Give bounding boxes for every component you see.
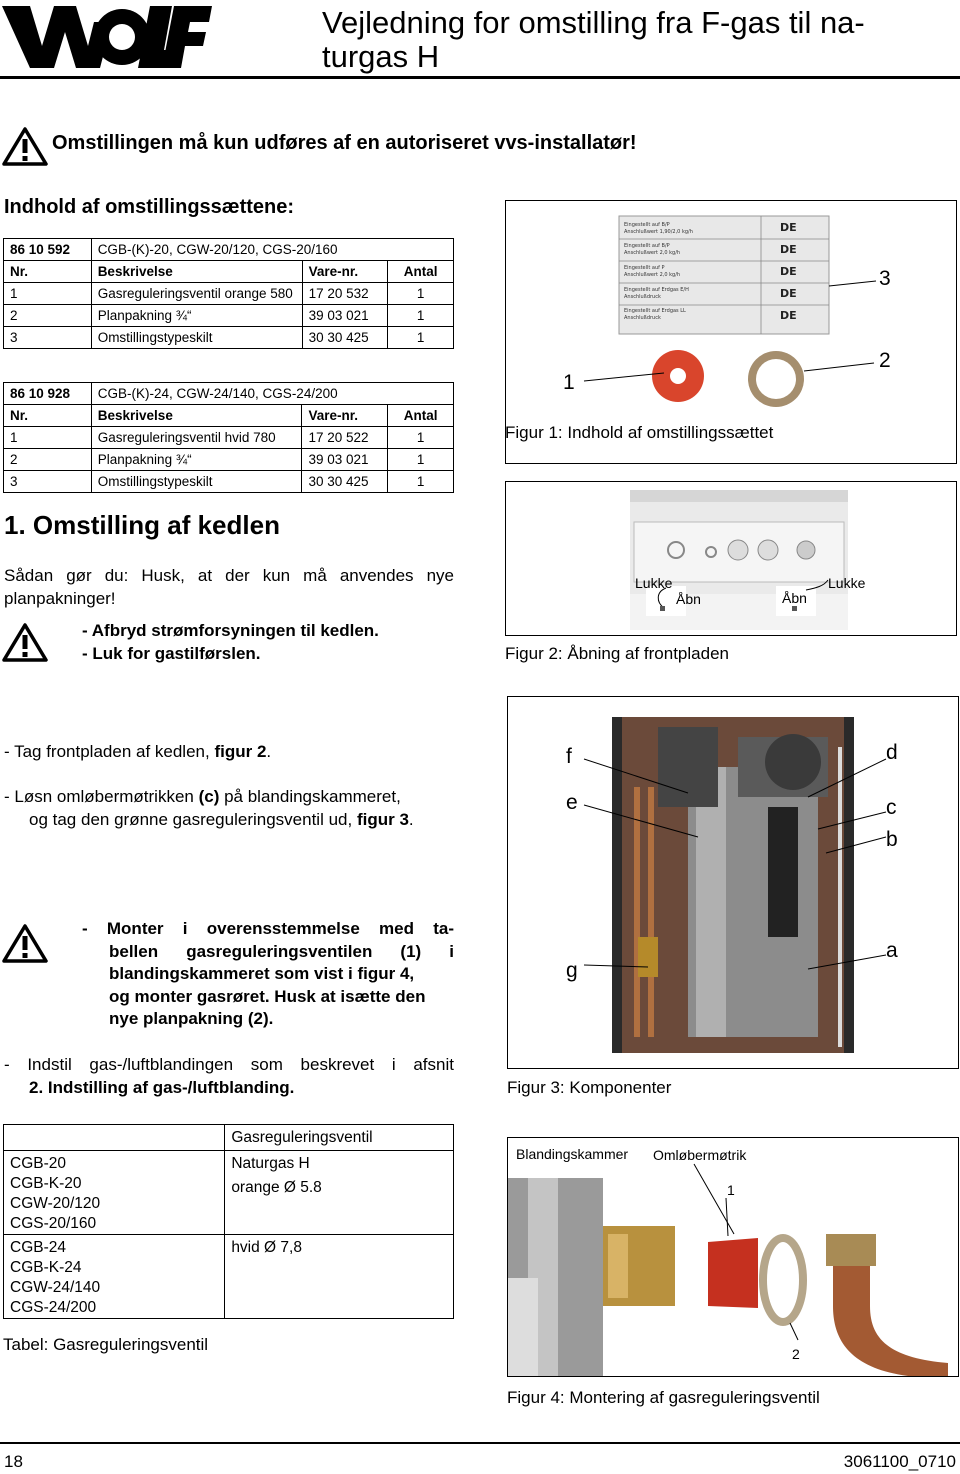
label-lukke-left: Lukke xyxy=(635,575,673,591)
valve-value-2 xyxy=(225,1235,454,1319)
valve-size: orange Ø 5.8 xyxy=(231,1179,322,1196)
cell: Omstillingstypeskilt xyxy=(91,471,302,493)
orange-valve-icon xyxy=(708,1238,758,1308)
figure-4-caption: Figur 4: Montering af gasreguleringsventil xyxy=(507,1388,820,1407)
fig1-label-1: 1 xyxy=(563,371,575,394)
table-header-row xyxy=(4,405,454,427)
cell: 2 xyxy=(4,449,92,471)
figure-3-caption: Figur 3: Komponenter xyxy=(507,1078,672,1097)
footer-rule xyxy=(0,1442,960,1444)
header-rule xyxy=(0,76,960,79)
label-2: 2 xyxy=(792,1346,800,1362)
gas-valve-table-caption: Tabel: Gasreguleringsventil xyxy=(3,1335,209,1354)
parts-table-1 xyxy=(3,238,454,349)
fig3-label-a: a xyxy=(886,939,898,962)
kit-heading: Indhold af omstillingssættene: xyxy=(4,196,295,218)
warning-mount-valve xyxy=(82,918,454,1031)
fig3-label-c: c xyxy=(886,796,897,819)
figure-2 xyxy=(505,481,957,636)
fig3-label-b: b xyxy=(886,828,898,851)
cell: Gasreguleringsventil orange 580 xyxy=(91,283,302,305)
label-omloebermoetrik: Omløbermøtrik xyxy=(653,1147,747,1163)
plate-text: Eingestellt auf P xyxy=(624,265,665,271)
cell: 17 20 522 xyxy=(302,427,388,449)
page-number: 18 xyxy=(4,1452,23,1471)
step-loosen-nut xyxy=(4,786,401,809)
step-adjust-mixture: - Indstil gas-/luftblandingen som beskrevet i afsnit xyxy=(4,1055,454,1074)
plate-text: Anschlußwert 2,0 kg/h xyxy=(624,250,681,256)
figure-ref: figur 3 xyxy=(356,810,409,829)
fig1-label-2: 2 xyxy=(879,349,891,372)
component-ref: (c) xyxy=(198,787,220,806)
col-header: Vare-nr. xyxy=(302,405,388,427)
step-loosen-nut-cont xyxy=(29,809,414,832)
model-group-2 xyxy=(4,1235,225,1319)
cell: 2 xyxy=(4,305,92,327)
table-row xyxy=(4,327,454,349)
model: CGS-20/160 xyxy=(10,1215,97,1232)
empty-cell xyxy=(4,1125,225,1151)
figure-1-caption: Figur 1: Indhold af omstillingssættet xyxy=(505,423,774,442)
title-line-1: Vejledning for omstilling fra F-gas til na- xyxy=(322,5,865,40)
col-header: Nr. xyxy=(4,261,92,283)
cell: Planpakning ¾“ xyxy=(91,305,302,327)
figure-2-caption: Figur 2: Åbning af frontpladen xyxy=(505,644,729,663)
cell: 30 30 425 xyxy=(302,327,388,349)
valve-value-1 xyxy=(225,1151,454,1235)
label-aabn-right: Åbn xyxy=(782,590,807,606)
label-blandingskammer: Blandingskammer xyxy=(516,1146,629,1162)
figure-4 xyxy=(507,1137,959,1377)
cell: 3 xyxy=(4,327,92,349)
plate-code: DE xyxy=(780,287,797,300)
plate-code: DE xyxy=(780,309,797,322)
cell: 30 30 425 xyxy=(302,471,388,493)
fig3-label-d: d xyxy=(886,741,898,764)
table-row xyxy=(4,283,454,305)
kit-models: CGB-(K)-24, CGW-24/140, CGS-24/200 xyxy=(91,383,453,405)
model: CGB-K-24 xyxy=(10,1259,82,1276)
text: blandingskammeret som vist i figur 4, xyxy=(109,964,415,983)
cell: Gasreguleringsventil hvid 780 xyxy=(91,427,302,449)
cell: 1 xyxy=(388,471,454,493)
model: CGW-20/120 xyxy=(10,1195,101,1212)
table-row xyxy=(4,427,454,449)
plate-text: Eingestellt auf B/P xyxy=(624,243,670,249)
text: - Løsn omløbermøtrikken xyxy=(4,787,199,806)
step-close-gas: - Luk for gastilførslen. xyxy=(82,644,261,663)
text: - Monter i overensstemmelse med ta- xyxy=(82,919,454,938)
col-header: Beskrivelse xyxy=(91,261,302,283)
cell: 1 xyxy=(388,327,454,349)
kit-code: 86 10 928 xyxy=(4,383,92,405)
plate-text: Eingestellt auf Erdgas E/H xyxy=(624,287,689,293)
gas-valve-table xyxy=(3,1124,454,1319)
boiler-front-panel-illustration xyxy=(506,482,958,637)
text: og tag den grønne gasreguleringsventil ud, xyxy=(29,810,357,829)
step-remove-front-panel xyxy=(4,741,271,764)
cell: 39 03 021 xyxy=(302,305,388,327)
step-adjust-mixture-ref: 2. Indstilling af gas-/luftblanding. xyxy=(29,1078,295,1097)
plate-text: Anschlußdruck xyxy=(624,294,661,300)
figure-ref: figur 2 xyxy=(214,742,267,761)
table-header-row xyxy=(4,261,454,283)
plate-code: DE xyxy=(780,221,797,234)
col-header: Vare-nr. xyxy=(302,261,388,283)
plate-text: Anschlußdruck xyxy=(624,315,661,321)
table-row xyxy=(4,239,454,261)
model: CGB-K-20 xyxy=(10,1175,82,1192)
cell: 1 xyxy=(4,283,92,305)
figure-3 xyxy=(507,696,959,1069)
cell: 1 xyxy=(388,283,454,305)
cell: 3 xyxy=(4,471,92,493)
col-header: Antal xyxy=(388,405,454,427)
warning-triangle-icon xyxy=(2,126,48,166)
table-row xyxy=(4,449,454,471)
gas-type: Naturgas H xyxy=(231,1155,310,1172)
fig3-label-f: f xyxy=(566,745,572,768)
label-lukke-right: Lukke xyxy=(828,575,866,591)
cell: 39 03 021 xyxy=(302,449,388,471)
parts-table-2 xyxy=(3,382,454,493)
cell: 1 xyxy=(388,449,454,471)
model: CGB-24 xyxy=(10,1239,66,1256)
cell: 1 xyxy=(388,427,454,449)
text: på blandingskammeret, xyxy=(219,787,401,806)
table-row xyxy=(4,1235,454,1319)
model: CGB-20 xyxy=(10,1155,66,1172)
text: bellen gasreguleringsventilen (1) i xyxy=(109,941,454,961)
cell: 1 xyxy=(4,427,92,449)
col-header: Gasreguleringsventil xyxy=(225,1125,454,1151)
warning-triangle-icon xyxy=(2,923,48,963)
kit-models: CGB-(K)-20, CGW-20/120, CGS-20/160 xyxy=(91,239,453,261)
warning-triangle-icon xyxy=(2,622,48,662)
fig3-label-e: e xyxy=(566,791,578,814)
label-aabn-left: Åbn xyxy=(676,591,701,607)
page-title xyxy=(322,6,952,74)
model: CGS-24/200 xyxy=(10,1299,97,1316)
table-header-row xyxy=(4,1125,454,1151)
col-header: Beskrivelse xyxy=(91,405,302,427)
valve-mounting-photo xyxy=(508,1138,960,1378)
cell: 1 xyxy=(388,305,454,327)
cell: Planpakning ¾“ xyxy=(91,449,302,471)
text: - Tag frontpladen af kedlen, xyxy=(4,742,215,761)
intro-line-1: Sådan gør du: Husk, at der kun må anvendes nye xyxy=(4,566,454,585)
wolf-logo xyxy=(2,2,212,72)
title-line-2: turgas H xyxy=(322,39,440,74)
text: . xyxy=(266,742,272,761)
table-row xyxy=(4,1151,454,1235)
plate-code: DE xyxy=(780,243,797,256)
intro-line-2: planpakninger! xyxy=(4,589,116,608)
col-header: Nr. xyxy=(4,405,92,427)
warning-authorized-installer: Omstillingen må kun udføres af en autoriseret vvs-installatør! xyxy=(52,132,637,154)
cell: Omstillingstypeskilt xyxy=(91,327,302,349)
text: . xyxy=(408,810,414,829)
plate-code: DE xyxy=(780,265,797,278)
plate-text: Eingestellt auf Erdgas LL xyxy=(624,308,686,314)
gasket-icon xyxy=(763,1238,803,1322)
text: nye planpakning (2). xyxy=(109,1009,274,1028)
model-group-1 xyxy=(4,1151,225,1235)
fig3-label-g: g xyxy=(566,959,578,982)
document-code: 3061100_0710 xyxy=(843,1452,956,1471)
text: og monter gasrøret. Husk at isætte den xyxy=(109,986,426,1006)
plate-text: Anschlußwert 1,90/2,0 kg/h xyxy=(624,229,693,235)
section-heading: 1. Omstilling af kedlen xyxy=(4,510,280,540)
col-header: Antal xyxy=(388,261,454,283)
fig1-label-3: 3 xyxy=(879,267,891,290)
table-row xyxy=(4,305,454,327)
valve-size: hvid Ø 7,8 xyxy=(231,1239,302,1256)
table-row xyxy=(4,383,454,405)
cell: 17 20 532 xyxy=(302,283,388,305)
label-1: 1 xyxy=(727,1182,735,1198)
model: CGW-24/140 xyxy=(10,1279,101,1296)
plate-text: Anschlußwert 2,0 kg/h xyxy=(624,272,681,278)
plate-text: Eingestellt auf B/P xyxy=(624,222,670,228)
table-row xyxy=(4,471,454,493)
kit-code: 86 10 592 xyxy=(4,239,92,261)
step-power-off: - Afbryd strømforsyningen til kedlen. xyxy=(82,621,379,640)
